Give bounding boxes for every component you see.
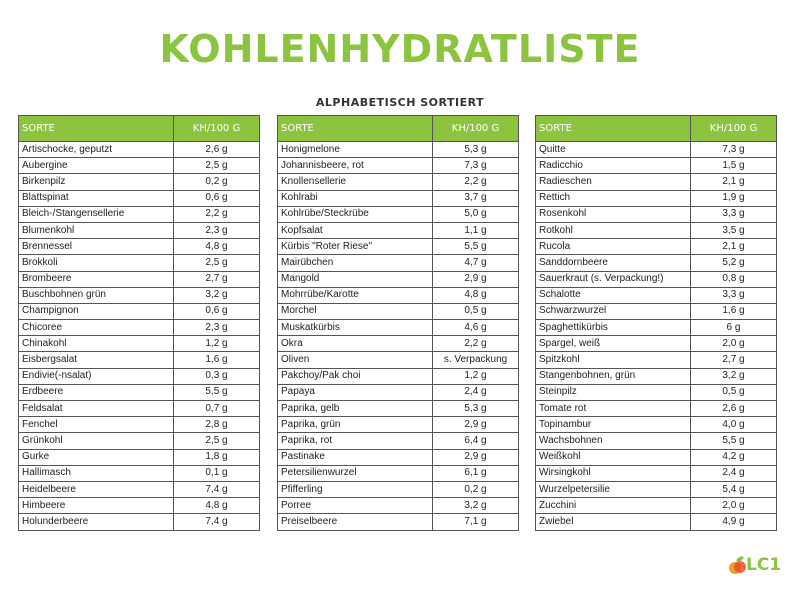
table-row bbox=[536, 206, 777, 222]
carb-value-cell: 0,3 g bbox=[174, 368, 260, 384]
food-name-cell: Eisbergsalat bbox=[19, 352, 174, 368]
carb-value-cell: 0,5 g bbox=[433, 303, 519, 319]
table-row bbox=[19, 352, 260, 368]
table-row bbox=[278, 433, 519, 449]
food-name-cell: Radicchio bbox=[536, 158, 691, 174]
food-name-cell: Schalotte bbox=[536, 287, 691, 303]
table-row bbox=[19, 481, 260, 497]
table-row bbox=[278, 417, 519, 433]
table-row bbox=[19, 514, 260, 530]
carb-value-cell: 4,8 g bbox=[174, 498, 260, 514]
food-name-cell: Rotkohl bbox=[536, 222, 691, 238]
table-row bbox=[536, 433, 777, 449]
table-row bbox=[278, 384, 519, 400]
carb-value-cell: 4,2 g bbox=[691, 449, 777, 465]
carb-value-cell: 3,7 g bbox=[433, 190, 519, 206]
carb-value-cell: 2,7 g bbox=[691, 352, 777, 368]
table-row bbox=[278, 368, 519, 384]
header-kh: KH/100 G bbox=[433, 116, 519, 142]
table-row bbox=[536, 320, 777, 336]
carb-value-cell: 2,2 g bbox=[433, 174, 519, 190]
carb-value-cell: 2,9 g bbox=[433, 271, 519, 287]
food-name-cell: Zwiebel bbox=[536, 514, 691, 530]
table-row bbox=[19, 465, 260, 481]
food-name-cell: Rucola bbox=[536, 239, 691, 255]
food-name-cell: Pfifferling bbox=[278, 481, 433, 497]
table-row bbox=[19, 401, 260, 417]
food-name-cell: Gurke bbox=[19, 449, 174, 465]
carb-value-cell: 2,4 g bbox=[433, 384, 519, 400]
food-name-cell: Weißkohl bbox=[536, 449, 691, 465]
carb-value-cell: 6,4 g bbox=[433, 433, 519, 449]
food-name-cell: Wachsbohnen bbox=[536, 433, 691, 449]
food-name-cell: Preiselbeere bbox=[278, 514, 433, 530]
carb-value-cell: 4,6 g bbox=[433, 320, 519, 336]
carb-value-cell: 5,2 g bbox=[691, 255, 777, 271]
table-row bbox=[278, 465, 519, 481]
carb-value-cell: 7,4 g bbox=[174, 481, 260, 497]
header-kh: KH/100 G bbox=[691, 116, 777, 142]
table-row bbox=[536, 481, 777, 497]
food-name-cell: Porree bbox=[278, 498, 433, 514]
table-row bbox=[278, 174, 519, 190]
table-row bbox=[19, 142, 260, 158]
food-name-cell: Endivie(-nsalat) bbox=[19, 368, 174, 384]
food-name-cell: Chinakohl bbox=[19, 336, 174, 352]
food-name-cell: Chicoree bbox=[19, 320, 174, 336]
carb-value-cell: 1,9 g bbox=[691, 190, 777, 206]
table-row bbox=[536, 142, 777, 158]
carb-value-cell: 7,4 g bbox=[174, 514, 260, 530]
table-row bbox=[19, 190, 260, 206]
table-row bbox=[278, 255, 519, 271]
carb-value-cell: 5,0 g bbox=[433, 206, 519, 222]
food-name-cell: Steinpilz bbox=[536, 384, 691, 400]
food-name-cell: Brombeere bbox=[19, 271, 174, 287]
table-row bbox=[19, 174, 260, 190]
table-row bbox=[536, 449, 777, 465]
carb-value-cell: 2,3 g bbox=[174, 320, 260, 336]
table-row bbox=[278, 449, 519, 465]
carb-value-cell: 3,3 g bbox=[691, 287, 777, 303]
food-name-cell: Kohlrübe/Steckrübe bbox=[278, 206, 433, 222]
food-name-cell: Paprika, rot bbox=[278, 433, 433, 449]
carb-value-cell: 1,1 g bbox=[433, 222, 519, 238]
carb-value-cell: 3,2 g bbox=[174, 287, 260, 303]
table-row bbox=[278, 320, 519, 336]
table-row bbox=[536, 158, 777, 174]
food-name-cell: Grünkohl bbox=[19, 433, 174, 449]
carb-value-cell: 2,8 g bbox=[174, 417, 260, 433]
carb-value-cell: 1,2 g bbox=[433, 368, 519, 384]
food-name-cell: Paprika, grün bbox=[278, 417, 433, 433]
table-row bbox=[536, 271, 777, 287]
food-name-cell: Brokkoli bbox=[19, 255, 174, 271]
table-row bbox=[536, 465, 777, 481]
carb-value-cell: 3,3 g bbox=[691, 206, 777, 222]
food-name-cell: Artischocke, geputzt bbox=[19, 142, 174, 158]
table-header-row bbox=[278, 116, 519, 142]
food-name-cell: Fenchel bbox=[19, 417, 174, 433]
food-name-cell: Zucchini bbox=[536, 498, 691, 514]
food-name-cell: Wurzelpetersilie bbox=[536, 481, 691, 497]
carb-value-cell: 4,9 g bbox=[691, 514, 777, 530]
carb-value-cell: 5,4 g bbox=[691, 481, 777, 497]
table-row bbox=[278, 158, 519, 174]
food-name-cell: Himbeere bbox=[19, 498, 174, 514]
carb-value-cell: 4,8 g bbox=[174, 239, 260, 255]
table-row bbox=[278, 498, 519, 514]
carb-value-cell: 7,1 g bbox=[433, 514, 519, 530]
table-row bbox=[536, 498, 777, 514]
carb-value-cell: 2,2 g bbox=[433, 336, 519, 352]
food-name-cell: Bleich-/Stangensellerie bbox=[19, 206, 174, 222]
food-name-cell: Pastinake bbox=[278, 449, 433, 465]
table-row bbox=[19, 239, 260, 255]
food-name-cell: Sauerkraut (s. Verpackung!) bbox=[536, 271, 691, 287]
carb-value-cell: 5,3 g bbox=[433, 401, 519, 417]
food-name-cell: Birkenpilz bbox=[19, 174, 174, 190]
table-row bbox=[278, 352, 519, 368]
table-row bbox=[19, 384, 260, 400]
food-name-cell: Honigmelone bbox=[278, 142, 433, 158]
carb-value-cell: 7,3 g bbox=[433, 158, 519, 174]
table-row bbox=[278, 401, 519, 417]
logo-text: LC1 bbox=[746, 555, 782, 575]
table-row bbox=[536, 417, 777, 433]
food-name-cell: Sanddornbeere bbox=[536, 255, 691, 271]
carb-value-cell: 5,5 g bbox=[174, 384, 260, 400]
carb-value-cell: 5,5 g bbox=[433, 239, 519, 255]
table-row bbox=[19, 271, 260, 287]
table-row bbox=[19, 206, 260, 222]
food-name-cell: Rosenkohl bbox=[536, 206, 691, 222]
carb-value-cell: 3,5 g bbox=[691, 222, 777, 238]
carb-value-cell: s. Verpackung bbox=[433, 352, 519, 368]
table-row bbox=[536, 352, 777, 368]
carb-value-cell: 0,5 g bbox=[691, 384, 777, 400]
food-name-cell: Kohlrabi bbox=[278, 190, 433, 206]
food-name-cell: Brennessel bbox=[19, 239, 174, 255]
carb-value-cell: 6 g bbox=[691, 320, 777, 336]
carb-value-cell: 4,7 g bbox=[433, 255, 519, 271]
carb-value-cell: 0,2 g bbox=[174, 174, 260, 190]
carb-value-cell: 0,7 g bbox=[174, 401, 260, 417]
carb-value-cell: 0,6 g bbox=[174, 303, 260, 319]
food-name-cell: Topinambur bbox=[536, 417, 691, 433]
table-row bbox=[536, 336, 777, 352]
carb-value-cell: 2,6 g bbox=[691, 401, 777, 417]
carb-value-cell: 2,0 g bbox=[691, 336, 777, 352]
carb-value-cell: 1,2 g bbox=[174, 336, 260, 352]
table-row bbox=[536, 368, 777, 384]
food-name-cell: Pakchoy/Pak choi bbox=[278, 368, 433, 384]
carb-value-cell: 0,1 g bbox=[174, 465, 260, 481]
carb-value-cell: 2,1 g bbox=[691, 239, 777, 255]
apple-logo-icon bbox=[728, 555, 748, 577]
table-header-row bbox=[19, 116, 260, 142]
table-row bbox=[19, 417, 260, 433]
carb-value-cell: 6,1 g bbox=[433, 465, 519, 481]
food-name-cell: Knollensellerie bbox=[278, 174, 433, 190]
carb-value-cell: 7,3 g bbox=[691, 142, 777, 158]
table-row bbox=[19, 255, 260, 271]
food-name-cell: Stangenbohnen, grün bbox=[536, 368, 691, 384]
food-name-cell: Mairübchen bbox=[278, 255, 433, 271]
page-title: KOHLENHYDRATLISTE bbox=[159, 27, 641, 71]
table-row bbox=[19, 287, 260, 303]
carb-value-cell: 5,3 g bbox=[433, 142, 519, 158]
table-row bbox=[19, 336, 260, 352]
food-name-cell: Holunderbeere bbox=[19, 514, 174, 530]
table-row bbox=[536, 174, 777, 190]
carb-value-cell: 2,9 g bbox=[433, 449, 519, 465]
carb-value-cell: 4,0 g bbox=[691, 417, 777, 433]
carb-value-cell: 2,5 g bbox=[174, 158, 260, 174]
carb-value-cell: 2,9 g bbox=[433, 417, 519, 433]
carb-value-cell: 1,5 g bbox=[691, 158, 777, 174]
table-row bbox=[278, 222, 519, 238]
lc1-logo bbox=[728, 553, 788, 577]
table-row bbox=[536, 401, 777, 417]
food-name-cell: Radieschen bbox=[536, 174, 691, 190]
table-row bbox=[19, 498, 260, 514]
table-row bbox=[278, 190, 519, 206]
page-subtitle: ALPHABETISCH SORTIERT bbox=[315, 96, 485, 109]
food-name-cell: Blattspinat bbox=[19, 190, 174, 206]
table-row bbox=[536, 255, 777, 271]
food-name-cell: Paprika, gelb bbox=[278, 401, 433, 417]
food-name-cell: Buschbohnen grün bbox=[19, 287, 174, 303]
table-row bbox=[19, 320, 260, 336]
table-row bbox=[19, 368, 260, 384]
food-name-cell: Aubergine bbox=[19, 158, 174, 174]
carb-value-cell: 2,3 g bbox=[174, 222, 260, 238]
table-row bbox=[536, 303, 777, 319]
table-row bbox=[19, 303, 260, 319]
table-row bbox=[19, 449, 260, 465]
food-name-cell: Spitzkohl bbox=[536, 352, 691, 368]
carb-value-cell: 5,5 g bbox=[691, 433, 777, 449]
food-name-cell: Papaya bbox=[278, 384, 433, 400]
food-name-cell: Petersilienwurzel bbox=[278, 465, 433, 481]
carb-table-1 bbox=[18, 115, 260, 531]
table-row bbox=[536, 239, 777, 255]
carb-value-cell: 0,8 g bbox=[691, 271, 777, 287]
food-name-cell: Morchel bbox=[278, 303, 433, 319]
table-row bbox=[278, 142, 519, 158]
table-row bbox=[278, 481, 519, 497]
carb-value-cell: 2,1 g bbox=[691, 174, 777, 190]
food-name-cell: Spaghettikürbis bbox=[536, 320, 691, 336]
table-row bbox=[278, 287, 519, 303]
carb-value-cell: 2,5 g bbox=[174, 255, 260, 271]
table-row bbox=[278, 336, 519, 352]
food-name-cell: Kopfsalat bbox=[278, 222, 433, 238]
table-row bbox=[536, 287, 777, 303]
carb-value-cell: 2,6 g bbox=[174, 142, 260, 158]
table-header-row bbox=[536, 116, 777, 142]
food-name-cell: Spargel, weiß bbox=[536, 336, 691, 352]
table-row bbox=[536, 514, 777, 530]
table-row bbox=[278, 206, 519, 222]
food-name-cell: Hallimasch bbox=[19, 465, 174, 481]
food-name-cell: Quitte bbox=[536, 142, 691, 158]
carb-value-cell: 1,6 g bbox=[174, 352, 260, 368]
food-name-cell: Feldsalat bbox=[19, 401, 174, 417]
carb-value-cell: 2,4 g bbox=[691, 465, 777, 481]
table-row bbox=[278, 239, 519, 255]
food-name-cell: Schwarzwurzel bbox=[536, 303, 691, 319]
food-name-cell: Muskatkürbis bbox=[278, 320, 433, 336]
food-name-cell: Okra bbox=[278, 336, 433, 352]
food-name-cell: Tomate rot bbox=[536, 401, 691, 417]
food-name-cell: Mangold bbox=[278, 271, 433, 287]
food-name-cell: Wirsingkohl bbox=[536, 465, 691, 481]
carb-value-cell: 2,7 g bbox=[174, 271, 260, 287]
carb-value-cell: 3,2 g bbox=[433, 498, 519, 514]
table-row bbox=[278, 271, 519, 287]
header-sorte: SORTE bbox=[536, 116, 691, 142]
table-row bbox=[278, 514, 519, 530]
food-name-cell: Blumenkohl bbox=[19, 222, 174, 238]
food-name-cell: Johannisbeere, rot bbox=[278, 158, 433, 174]
food-name-cell: Heidelbeere bbox=[19, 481, 174, 497]
table-row bbox=[19, 158, 260, 174]
food-name-cell: Rettich bbox=[536, 190, 691, 206]
carb-table-2 bbox=[277, 115, 519, 531]
carb-value-cell: 3,2 g bbox=[691, 368, 777, 384]
header-kh: KH/100 G bbox=[174, 116, 260, 142]
header-sorte: SORTE bbox=[278, 116, 433, 142]
table-row bbox=[536, 190, 777, 206]
carb-value-cell: 1,6 g bbox=[691, 303, 777, 319]
food-name-cell: Kürbis "Roter Riese" bbox=[278, 239, 433, 255]
table-row bbox=[536, 222, 777, 238]
table-row bbox=[278, 303, 519, 319]
table-row bbox=[19, 222, 260, 238]
food-name-cell: Oliven bbox=[278, 352, 433, 368]
carb-value-cell: 0,2 g bbox=[433, 481, 519, 497]
table-row bbox=[536, 384, 777, 400]
table-row bbox=[19, 433, 260, 449]
food-name-cell: Mohrrübe/Karotte bbox=[278, 287, 433, 303]
carb-value-cell: 2,5 g bbox=[174, 433, 260, 449]
header-sorte: SORTE bbox=[19, 116, 174, 142]
food-name-cell: Champignon bbox=[19, 303, 174, 319]
carb-table-3 bbox=[535, 115, 777, 531]
carb-value-cell: 2,2 g bbox=[174, 206, 260, 222]
carb-value-cell: 2,0 g bbox=[691, 498, 777, 514]
carb-value-cell: 1,8 g bbox=[174, 449, 260, 465]
carb-value-cell: 4,8 g bbox=[433, 287, 519, 303]
carb-value-cell: 0,6 g bbox=[174, 190, 260, 206]
food-name-cell: Erdbeere bbox=[19, 384, 174, 400]
